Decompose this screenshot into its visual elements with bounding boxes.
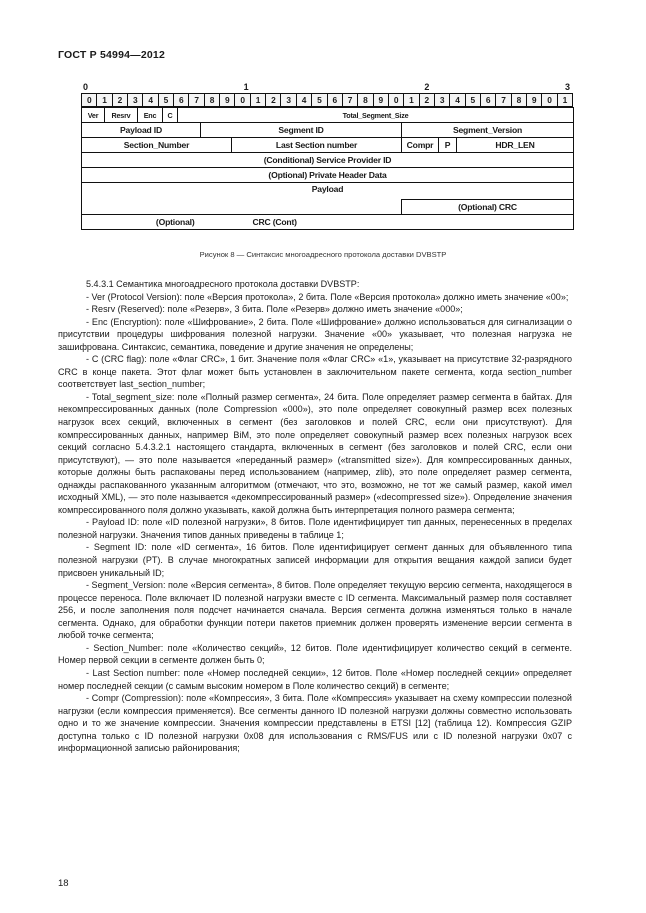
- bit-number-cell: 9: [373, 94, 388, 107]
- hdr-len-field: HDR_LEN: [457, 138, 574, 153]
- paragraph: - Segment_Version: поле «Версия сегмента», 8 битов. Поле определяет текущую версию сегмента, находящегося в процессе переноса. Поле включает ID полезной нагрузки вместе с ID сегмента. Максимальный размер поля составляет 256, и после заполнения поля подсчет начинается сначала. Версия сегмента должна изменяться только в начале сегмента. Однако, для обработки функции потери пакетов приемник должен проверять изменение версии сегмента в любой точке сегмента;: [58, 580, 572, 641]
- paragraph: - Payload ID: поле «ID полезной нагрузки», 8 битов. Поле идентифицирует тип данных, перенесенных в пределах полезной нагрузки. Значения типов данных приведены в таблице 1;: [58, 517, 572, 540]
- paragraph: - Total_segment_size: поле «Полный размер сегмента», 24 бита. Поле определяет размер сегмента в байтах. Для некомпрессированных данных (поле Compression «000»), это поле определяет совокупный размер всех полезных нагрузок всех секций, включенных в сегмент (без заголовков и полей CRC, если они присутствуют). Для компрессированных данных, например BiM, это поле определяет совокупный размер всех полезных нагрузок всех секций согласно 5.4.3.2.1 настоящего стандарта, включенных в сегмент (без заголовков и полей CRC, если они присутствуют), — это поле называется «переданный размер» («transmitted size»). Для компрессированных данных, которые должны быть распакованы перед использованием (например, zlib), это поле определяет размер сегмента, однажды распакованного указанным алгоритмом (отмечают, что это, возможно, не тот же самый размер, какой имел исходный XML), — это поле называется «декомпрессированный размер» («decompressed size»). Определение значения компрессированного поля должно указывать, какой должна быть интерпретация полного размера сегмента;: [58, 391, 572, 515]
- crc-cont-field: CRC (Cont): [201, 215, 574, 230]
- bit-number-cell: 8: [511, 94, 526, 107]
- section-number-field: Section_Number: [82, 138, 232, 153]
- bit-number-cell: 4: [296, 94, 311, 107]
- last-section-number-field: Last Section number: [232, 138, 402, 153]
- bit-number-cell: 0: [542, 94, 557, 107]
- paragraph: - Last Section number: поле «Номер последней секции», 12 битов. Поле «Номер последней секции» определяет номер последней секции (с самым высоким номером в Поле количество секций) в сегменте;: [58, 667, 572, 691]
- byte-labels: [81, 81, 573, 93]
- segment-version-field: Segment_Version: [402, 123, 574, 138]
- bit-number-cell: 1: [97, 94, 112, 107]
- compr-field: Compr: [402, 138, 439, 153]
- bit-number-cell: 7: [342, 94, 357, 107]
- bit-number-cell: 2: [419, 94, 434, 107]
- ver-field: Ver: [82, 108, 105, 123]
- bit-number-cell: 3: [281, 94, 296, 107]
- bit-number-cell: 3: [128, 94, 143, 107]
- bit-number-cell: 6: [480, 94, 495, 107]
- paragraph: - Enc (Encryption): поле «Шифрование», 2 бита. Поле «Шифрование» должно использоваться для сигнализации о присутствии процедуры шифрования полезной нагрузки. Значение «00» указывает, что полезная нагрузка не зашифрована. Синтаксис, семантика, поведение и другие значения не определены;: [58, 316, 572, 352]
- bit-number-cell: 4: [143, 94, 158, 107]
- payload-id-field: Payload ID: [82, 123, 201, 138]
- private-header-data-field: (Optional) Private Header Data: [82, 168, 574, 183]
- figure-caption: Рисунок 8 — Синтаксис многоадресного протокола доставки DVBSTP: [199, 250, 447, 259]
- bit-number-cell: 2: [266, 94, 281, 107]
- paragraph: 5.4.3.1 Семантика многоадресного протокола доставки DVBSTP:: [86, 279, 360, 289]
- bit-number-cell: 7: [189, 94, 204, 107]
- byte-label: 1: [243, 82, 249, 92]
- bit-number-cell: 9: [526, 94, 541, 107]
- bit-number-cell: 3: [434, 94, 449, 107]
- bit-number-cell: 0: [235, 94, 250, 107]
- p-field: P: [439, 138, 457, 153]
- bit-number-cell: 8: [204, 94, 219, 107]
- byte-label: 3: [564, 82, 570, 92]
- paragraph: - Segment ID: поле «ID сегмента», 16 битов. Поле идентифицирует сегмент данных для объявленного типа полезной нагрузки (PT). В случае многократных записей информации для открытия вещания каждой записи будет присвоен уникальный ID;: [58, 542, 572, 578]
- bit-number-cell: 0: [388, 94, 403, 107]
- service-provider-id-field: (Conditional) Service Provider ID: [82, 153, 574, 168]
- paragraph: - Ver (Protocol Version): поле «Версия протокола», 2 бита. Поле «Версия протокола» должно иметь значение «00»;: [86, 291, 569, 302]
- bit-number-row: [81, 93, 573, 107]
- crc-optional-field: (Optional) CRC: [402, 200, 574, 215]
- bit-number-cell: 1: [557, 94, 572, 107]
- bit-number-cell: 5: [312, 94, 327, 107]
- bit-number-cell: 6: [327, 94, 342, 107]
- paragraph: - Resrv (Reserved): поле «Резерв», 3 бита. Поле «Резерв» должно иметь значение «000»;: [86, 304, 463, 315]
- bit-number-cell: 0: [82, 94, 97, 107]
- dvbstp-syntax-diagram: [81, 81, 573, 230]
- crc-optional-label: (Optional): [82, 215, 201, 230]
- segment-id-field: Segment ID: [201, 123, 402, 138]
- byte-label: 2: [424, 82, 430, 92]
- paragraph: - Compr (Compression): поле «Компрессия», 3 бита. Поле «Компрессия» указывает на схему компрессии полезной нагрузки (если компрессия применяется). Все сегменты данного ID полезной нагрузки должны совместно использовать одно и то же значение компрессии. Значения компрессии представлены в ETSI [12] (таблица 12). Компрессия GZIP доступна только с ID полезной нагрузки 0x08 для использования с RMS/FUS или с ID полезной нагрузки 0x07 с информационной записью районирования;: [58, 693, 572, 754]
- enc-field: Enc: [138, 108, 163, 123]
- payload-field: Payload: [82, 183, 574, 200]
- bit-number-cell: 7: [496, 94, 511, 107]
- payload-field-cont: [82, 200, 402, 215]
- bit-number-cell: 1: [250, 94, 265, 107]
- c-flag-field: C: [163, 108, 178, 123]
- bit-number-cell: 5: [465, 94, 480, 107]
- bit-number-cell: 9: [220, 94, 235, 107]
- paragraph: - Section_Number: поле «Количество секций», 12 битов. Поле идентифицирует количество секций в сегменте. Номер первой секции в сегменте должен быть 0;: [58, 642, 572, 666]
- bit-number-cell: 6: [174, 94, 189, 107]
- total-segment-size-field: Total_Segment_Size: [178, 108, 574, 123]
- bit-number-cell: 2: [112, 94, 127, 107]
- paragraph: - C (CRC flag): поле «Флаг CRC», 1 бит. Значение поля «Флаг CRC» «1», указывает на присутствие 32-разрядного CRC в конце пакета. Этот флаг может быть установлен в заключительном пакете сегмента, когда section_number соответствует last_section_number;: [58, 354, 572, 390]
- byte-label: 0: [83, 82, 89, 92]
- bit-number-cell: 4: [450, 94, 465, 107]
- bit-number-cell: 5: [158, 94, 173, 107]
- bit-number-cell: 8: [358, 94, 373, 107]
- document-header: ГОСТ Р 54994—2012: [58, 49, 166, 61]
- page-number: 18: [58, 878, 69, 889]
- body-text: [58, 278, 572, 755]
- header-fields-table: [81, 107, 574, 230]
- resrv-field: Resrv: [105, 108, 138, 123]
- bit-number-cell: 1: [404, 94, 419, 107]
